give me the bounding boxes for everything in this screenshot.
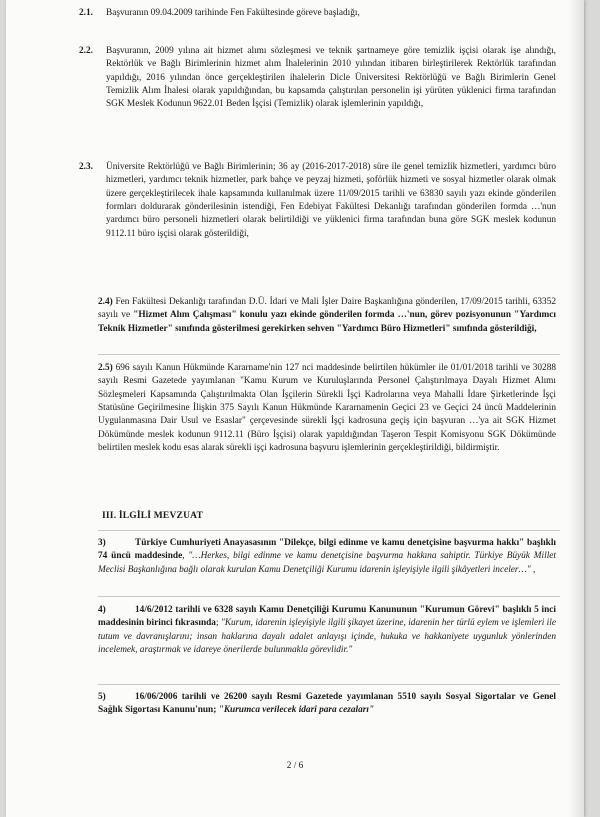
law-5 — [98, 691, 556, 718]
law-quote: "Kurum, idarenin işleyişiyle ilgili şikayet üzerine, idarenin her türlü eylem ve işlemleri ile tutum ve davranışlarını; insan haklarına dayalı adalet anlayışı içinde, hukuka ve hakkaniyete uygunluk yönlerinden incelemek, araştırmak ve idareye önerilerde bulunmakla görevlidir." — [98, 618, 556, 656]
divider — [98, 596, 560, 597]
item-number: 2.3. — [79, 162, 93, 172]
item-2-3 — [79, 161, 556, 241]
page-number: 2 / 6 — [286, 761, 304, 771]
item-2-1 — [79, 7, 556, 20]
item-number: 2.2. — [79, 46, 93, 56]
divider — [98, 354, 560, 355]
paragraph-body: 696 sayılı Kanun Hükmünde Kararname'nin 127 nci maddesinde belirtilen hükümler ile 01/01/2018 tarihli ve 30288 sayılı Resmi Gazetede yayımlanan "Kamu Kurum ve Kuruluşlarında Personel Çalıştırılmaya Dayalı Hizmet Alımı Sözleşmeleri Kapsamında Çalıştırılmakta Olan İşçilerin Sürekli İşçi Kadrolarına veya Mahalli İdare Şirketlerinde İşçi Statüsüne Geçirilmesine İlişkin 375 Sayılı Kanun Hükmünde Kararnamenin Geçici 23 ve Geçici 24 üncü Maddelerinin Uygulanmasına Dair Usul ve Esaslar" çerçevesinde sürekli İşçi kadrosuna geçiş için başvuran …'ya ait SGK Hizmet Dökümünde meslek kodunun 9112.11 (Büro İşçisi) olarak yapıldığından Taşeron Tespit Komisyonu SGK Dökümünde belirtilen meslek kodu esas alarak sürekli işçi kadrosuna başvuru işlemlerinin gerçekleştirildiği, bildirmiştir. — [98, 363, 556, 454]
law-quote: "…Herkes, bilgi edinme ve kamu denetçisine başvurma hakkına sahiptir. Türkiye Büyük Millet Meclisi Başkanlığına bağlı olarak kurulan Kamu Denetçiliği Kurumu idarenin işleyişiyle ilgili şikâyetleri inceler…" — [98, 551, 556, 575]
law-number: 4) — [98, 605, 106, 615]
law-plain: , — [182, 551, 189, 562]
law-4 — [98, 604, 556, 657]
law-3 — [98, 537, 556, 577]
divider — [98, 530, 560, 531]
item-text: Üniversite Rektörlüğü ve Bağlı Birimlerinin; 36 ay (2016-2017-2018) süre ile genel temizlik hizmetleri, yardımcı büro hizmetleri, yardımcı teknik hizmetler, park bahçe ve peyzaj hizmeti, şoförlük hizmeti ve sosyal hizmetler olarak olmak üzere gerçekleştirilecek ihale kapsamında kullanılmak üzere 11/09/2015 tarihli ve 63830 sayılı yazı ekinde gönderilen formları doldurarak gönderilesinin istendiği, Fen Edebiyat Fakültesi Dekanlığı tarafından gönderilen formda …'nun yardımcı büro personeli hizmetleri olarak belirtildiği ve yüklenici firma tarafından buna göre SGK meslek kodunun 9112.11 büro işçisi olarak gösterildiği, — [106, 162, 556, 239]
item-text: Başvuranın, 2009 yılına ait hizmet alımı sözleşmesi ve teknik şartnameye göre temizlik işçisi olarak işe alındığı, Rektörlük ve Bağlı Birimlerinin hizmet alım İhalelerinin 2010 yılından itibaren birleştirilerek Rektörlük tarafından yapıldığı, 2016 yılından önce gerçekleştirilen ihalelerin Dicle Üniversitesi Rektörlüğü ve Bağlı Birimlerin Genel Temizlik Alım İhalesi olarak yapıldığından, bu kapsamda çalıştırılan personelin işi yürüten yüklenici firma tarafından SGK Meslek Kodunun 9622.01 Beden İşçisi (Temizlik) olarak işlemlerinin yapıldığı, — [106, 46, 556, 110]
law-quote: "Kurumca verilecek idarî para cezaları" — [218, 705, 375, 716]
law-number: 5) — [98, 692, 106, 702]
law-plain: ; — [215, 618, 221, 629]
paragraph-text — [98, 296, 556, 336]
law-text — [98, 537, 556, 577]
law-bold: Türkiye Cumhuriyeti Anayasasının "Dilekçe, bilgi edinme ve kamu denetçisine başvurma hakkı" başlıklı 74 üncü maddesinde — [98, 538, 556, 562]
law-bold: 14/6/2012 tarihli ve 6328 sayılı Kamu Denetçiliği Kurumu Kanununun "Kurumun Görevi" başlıklı 5 inci maddesinin birinci fıkrasında — [98, 605, 556, 629]
law-number: 3) — [98, 538, 106, 548]
paragraph-2-5 — [98, 362, 556, 455]
item-number: 2.1. — [79, 8, 93, 18]
law-text — [98, 691, 556, 718]
paragraph-bold: "Hizmet Alım Çalışması" konulu yazı ekinde gönderilen formda …'nun, görev pozisyonunun "Yardımcı Teknik Hizmetler" sınıfında gösterilmesi gerekirken sehven "Yardımcı Büro Hizmetleri" sınıfında gösterildiği, — [98, 310, 556, 334]
paragraph-text — [98, 362, 556, 455]
divider — [98, 684, 560, 685]
document-page — [6, 0, 584, 817]
item-text: Başvuranın 09.04.2009 tarihinde Fen Fakültesinde göreve başladığı, — [106, 8, 360, 18]
section-heading: III. İLGİLİ MEVZUAT — [102, 511, 204, 521]
page-edge-shadow — [568, 0, 584, 817]
item-2-2 — [79, 45, 556, 112]
law-text — [98, 604, 556, 657]
law-plain: ; — [213, 705, 219, 716]
paragraph-2-4 — [98, 296, 556, 336]
paragraph-label: 2.4) — [98, 297, 113, 307]
paragraph-label: 2.5) — [98, 363, 113, 373]
paragraph-plain: Fen Fakültesi Dekanlığı tarafından D.Ü. İdari ve Mali İşler Daire Başkanlığına gönderilen, 17/09/2015 tarihli, 63352 sayılı ve — [98, 297, 556, 321]
law-bold: 16/06/2006 tarihli ve 26200 sayılı Resmi Gazetede yayımlanan 5510 sayılı Sosyal Sigortalar ve Genel Sağlık Sigortası Kanunu'nun — [98, 692, 556, 716]
law-tail: , — [530, 564, 536, 575]
